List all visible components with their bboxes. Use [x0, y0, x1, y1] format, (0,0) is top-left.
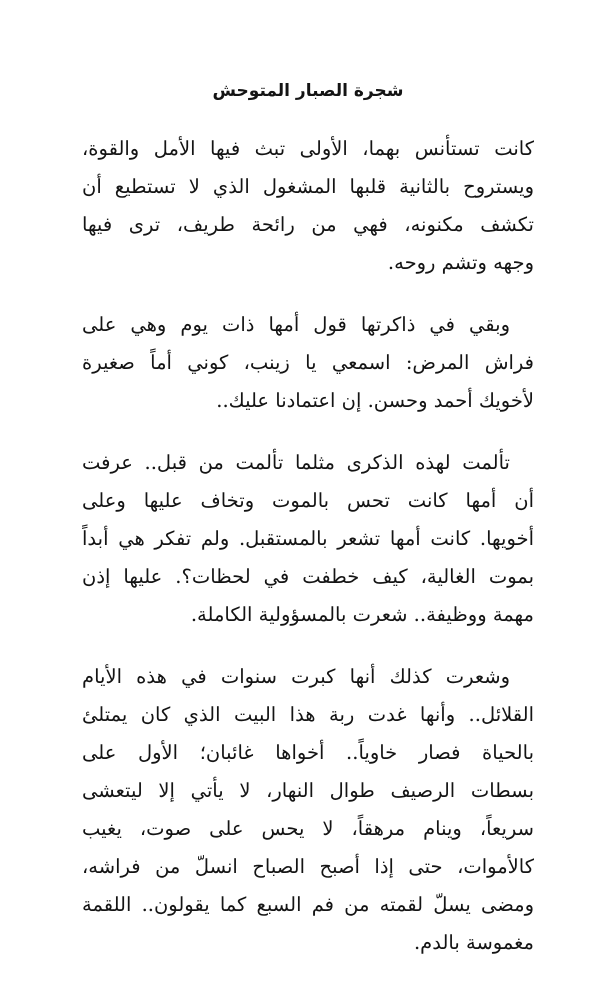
text-line: بموت الغالية، كيف خطفت في لحظات؟. عليها إذن	[82, 565, 534, 588]
text-line: سريعاً، وينام مرهقاً، لا يحس على صوت، يغيب	[82, 817, 534, 840]
paragraph-3	[82, 444, 534, 634]
text-line: لأخويك أحمد وحسن. إن اعتمادنا عليك..	[216, 389, 534, 412]
text-line: ويستروح بالثانية قلبها المشغول الذي لا تستطيع أن	[82, 175, 534, 198]
paragraph-2	[82, 306, 534, 420]
text-line: تألمت لهذه الذكرى مثلما تألمت من قبل.. عرفت	[82, 451, 510, 474]
text-line: أن أمها كانت تحس بالموت وتخاف عليها وعلى	[82, 489, 534, 512]
text-line: فراش المرض: اسمعي يا زينب، كوني أماً صغيرة	[82, 351, 534, 374]
paragraph-1	[82, 130, 534, 282]
text-line: كانت تستأنس بهما، الأولى تبث فيها الأمل والقوة،	[82, 137, 534, 160]
text-line: وبقي في ذاكرتها قول أمها ذات يوم وهي على	[82, 313, 510, 336]
text-line: القلائل.. وأنها غدت ربة هذا البيت الذي كان يمتلئ	[82, 703, 534, 726]
text-line: وشعرت كذلك أنها كبرت سنوات في هذه الأيام	[82, 665, 510, 688]
text-line: كالأموات، حتى إذا أصبح الصباح انسلّ من فراشه،	[82, 855, 534, 878]
text-line: وجهه وتشم روحه.	[387, 251, 534, 274]
book-page	[82, 0, 534, 1000]
text-line: بالحياة فصار خاوياً.. أخواها غائبان؛ الأول على	[82, 741, 534, 764]
text-line: بسطات الرصيف طوال النهار، لا يأتي إلا ليتعشى	[82, 779, 534, 802]
text-line: مغموسة بالدم.	[413, 931, 534, 954]
text-line: ومضى يسلّ لقمته من فم السبع كما يقولون.. اللقمة	[82, 893, 534, 916]
text-line: تكشف مكنونه، فهي من رائحة طريف، ترى فيها	[82, 213, 534, 236]
text-line: أخويها. كانت أمها تشعر بالمستقبل. ولم تفكر هي أبداً	[82, 527, 534, 550]
chapter-title: شجرة الصبار المتوحش	[212, 81, 404, 101]
paragraph-4	[82, 658, 534, 962]
text-line: مهمة ووظيفة.. شعرت بالمسؤولية الكاملة.	[190, 603, 534, 626]
